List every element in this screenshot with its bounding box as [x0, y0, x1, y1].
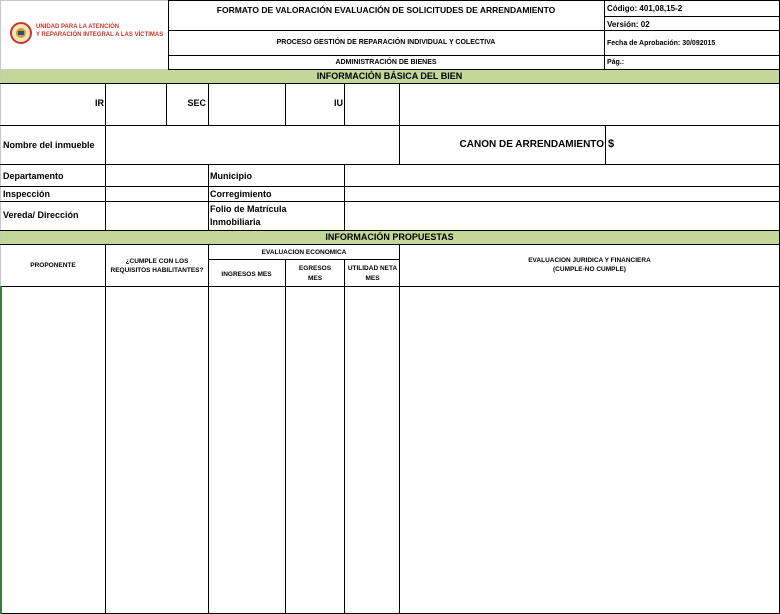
- currency-symbol: $: [608, 138, 615, 150]
- township-field[interactable]: [345, 187, 779, 201]
- department-label: Departamento: [3, 171, 64, 181]
- rent-fee-field[interactable]: [606, 126, 779, 164]
- logo-text-line2: Y REPARACIÓN INTEGRAL A LAS VÍCTIMAS: [36, 32, 164, 38]
- registration-folio-field[interactable]: [345, 202, 779, 229]
- inspection-label: Inspección: [3, 189, 51, 199]
- inspection-field[interactable]: [106, 187, 208, 201]
- department-field[interactable]: [106, 165, 208, 187]
- municipality-field[interactable]: [345, 165, 779, 187]
- document-version: Versión: 02: [607, 20, 650, 29]
- registration-folio-label-line2: Inmobiliaria: [210, 217, 261, 227]
- municipality-label: Municipio: [210, 171, 252, 181]
- ir-label: IR: [95, 98, 104, 108]
- col-header-net-profit-line2: MES: [365, 275, 380, 282]
- col-header-proponent: PROPONENTE: [30, 262, 76, 269]
- section-title-basic-info: INFORMACIÓN BÁSICA DEL BIEN: [316, 71, 463, 81]
- document-code: Código: 401,08,15-2: [607, 4, 683, 13]
- page-number-label: Pág.:: [607, 59, 625, 66]
- approval-date: Fecha de Aprobación: 30/092015: [607, 40, 716, 47]
- rent-fee-label: CANON DE ARRENDAMIENTO: [459, 139, 604, 150]
- property-name-label: Nombre del inmueble: [3, 140, 95, 150]
- process-name: PROCESO GESTIÓN DE REPARACIÓN INDIVIDUAL Y COLECTIVA: [276, 39, 496, 46]
- col-header-economic-eval: EVALUACION ECONOMICA: [261, 249, 347, 256]
- col-header-expenses-line1: EGRESOS: [298, 265, 332, 272]
- col-header-legal-eval-line2: (CUMPLE-NO CUMPLE): [553, 266, 626, 273]
- coat-of-arms-icon: [10, 22, 32, 44]
- col-header-requirements-line2: REQUISITOS HABILITANTES?: [110, 267, 204, 274]
- area-name: ADMINISTRACIÓN DE BIENES: [335, 59, 437, 66]
- col-header-requirements-line1: ¿CUMPLE CON LOS: [125, 258, 189, 265]
- sec-label: SEC: [187, 98, 206, 108]
- iu-label: IU: [334, 98, 343, 108]
- proposals-entry-area[interactable]: [1, 287, 779, 614]
- col-header-income: INGRESOS MES: [221, 271, 272, 278]
- address-label: Vereda/ Dirección: [3, 210, 79, 220]
- ir-field[interactable]: [106, 84, 166, 125]
- property-name-field[interactable]: [106, 126, 399, 164]
- logo: [10, 22, 170, 44]
- registration-folio-label-line1: Folio de Matrícula: [210, 204, 287, 214]
- iu-field[interactable]: [345, 84, 399, 125]
- township-label: Corregimiento: [210, 189, 272, 199]
- form-title: FORMATO DE VALORACIÓN EVALUACIÓN DE SOLICITUDES DE ARRENDAMIENTO: [216, 5, 556, 15]
- section-title-proposals: INFORMACIÓN PROPUESTAS: [325, 232, 454, 242]
- sec-field[interactable]: [209, 84, 284, 125]
- col-header-expenses-line2: MES: [307, 275, 323, 282]
- col-header-legal-eval-line1: EVALUACION JURIDICA Y FINANCIERA: [528, 257, 651, 264]
- col-header-net-profit-line1: UTILIDAD NETA: [347, 265, 398, 272]
- logo-text-line1: UNIDAD PARA LA ATENCIÓN: [36, 24, 120, 30]
- address-field[interactable]: [106, 202, 208, 229]
